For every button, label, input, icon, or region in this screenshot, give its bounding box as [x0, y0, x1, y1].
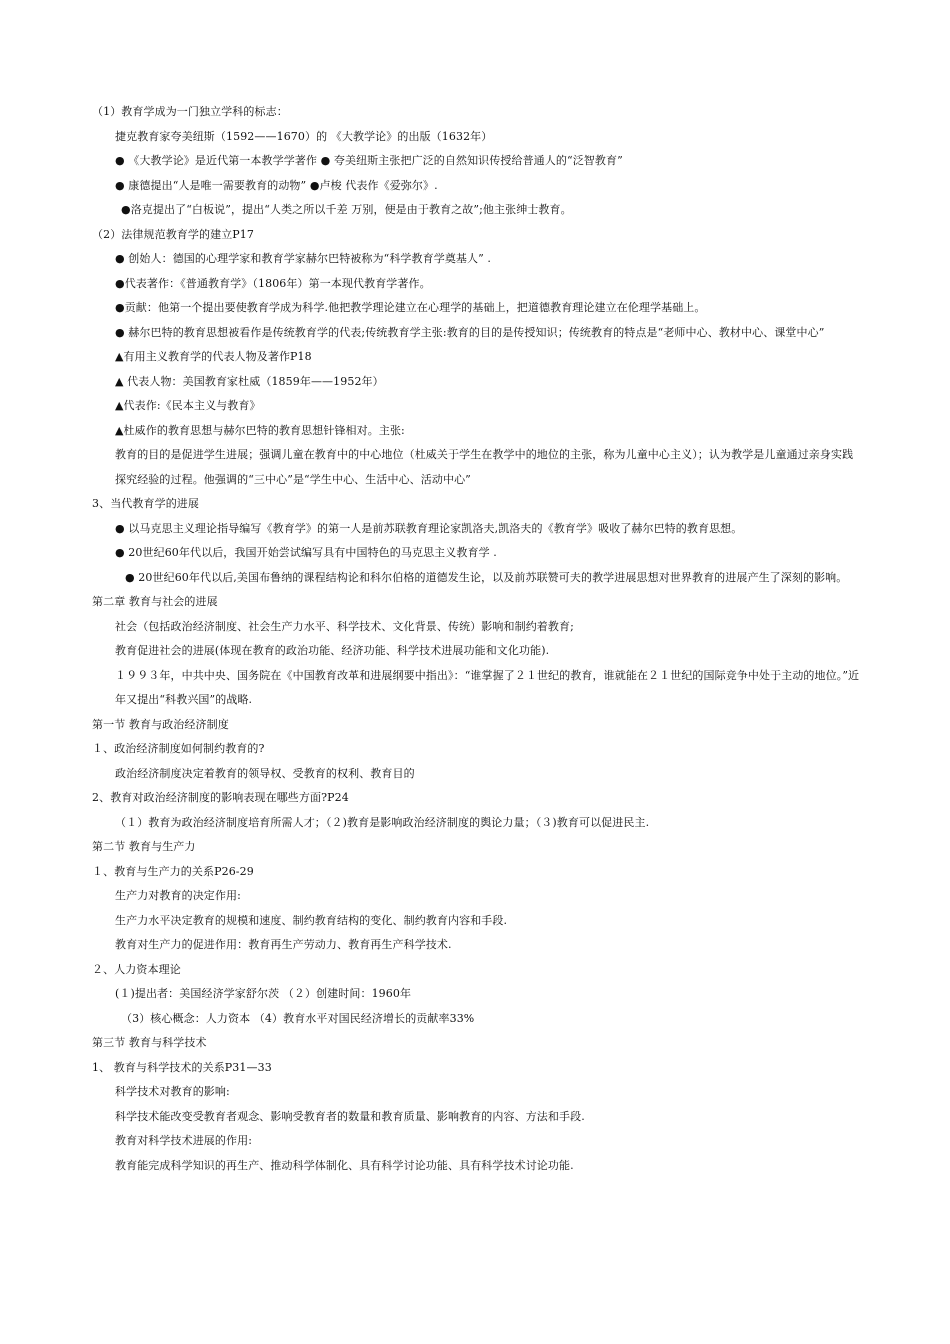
text-line: ● 20世纪60年代以后，我国开始尝试编写具有中国特色的马克思主义教育学 .: [115, 546, 497, 559]
text-line: 第二节 教育与生产力: [92, 840, 196, 853]
text-line: ▲ 代表人物：美国教育家杜威（1859年——1952年）: [115, 374, 384, 388]
text-line: 教育的目的是促进学生进展；强调儿童在教育中的中心地位（杜威关于学生在教学中的地位的主张，称为儿童中心主义）；认为教学是儿童通过亲身实践探究经验的过程。他强调的“三中心”是“学生中心、生活中心、活动中心”: [115, 448, 854, 486]
text-line: ▲杜威作的教育思想与赫尔巴特的教育思想针锋相对。主张:: [115, 423, 405, 437]
text-line: (１)提出者：美国经济学家舒尔茨 （２）创建时间：1960年: [115, 987, 412, 1000]
text-line: 生产力水平决定教育的规模和速度、制约教育结构的变化、制约教育内容和手段.: [115, 913, 508, 927]
text-line: ●贡献：他第一个提出要使教育学成为科学.他把教学理论建立在心理学的基础上，把道德教育理论建立在伦理学基础上。: [115, 301, 706, 314]
text-line: ●代表著作：《普通教育学》（1806年）第一本现代教育学著作。: [115, 276, 431, 290]
text-line: １、教育与生产力的关系P26-29: [92, 864, 254, 878]
text-line: ▲有用主义教育学的代表人物及著作P18: [115, 350, 312, 363]
text-line: １、政治经济制度如何制约教育的?: [92, 742, 265, 755]
text-line: 政治经济制度决定着教育的领导权、受教育的权利、教育目的: [115, 766, 415, 780]
text-line: ▲代表作:《民本主义与教育》: [115, 399, 261, 412]
text-line: 科学技术能改变受教育者观念、影响受教育者的数量和教育质量、影响教育的内容、方法和手段.: [115, 1109, 585, 1123]
text-line: 教育对生产力的促进作用：教育再生产劳动力、教育再生产科学技术.: [115, 938, 452, 951]
text-line: 第二章 教育与社会的进展: [92, 595, 218, 608]
text-line: 教育促进社会的进展(体现在教育的政治功能、经济功能、科学技术进展功能和文化功能).: [115, 644, 550, 657]
text-line: 捷克教育家夸美纽斯（1592——1670）的 《大教学论》的出版（1632年）: [115, 129, 493, 143]
text-line: 科学技术对教育的影响:: [115, 1085, 230, 1098]
text-line: ● 康德提出“人是唯一需要教育的动物” ●卢梭 代表作《爱弥尔》.: [115, 178, 438, 192]
text-line: （1）教育学成为一门独立学科的标志：: [92, 105, 288, 118]
text-line: 3、当代教育学的进展: [92, 497, 199, 510]
text-line: 教育能完成科学知识的再生产、推动科学体制化、具有科学讨论功能、具有科学技术讨论功能.: [115, 1158, 574, 1172]
text-line: 第一节 教育与政治经济制度: [92, 717, 229, 731]
text-line: ● 赫尔巴特的教育思想被看作是传统教育学的代表;传统教育学主张:教育的目的是传授知识；传统教育的特点是“老师中心、教材中心、课堂中心”: [115, 325, 825, 339]
text-line: 第三节 教育与科学技术: [92, 1036, 207, 1049]
document-body: [92, 100, 864, 1178]
text-line: 教育对科学技术进展的作用:: [115, 1134, 253, 1147]
text-line: 1、 教育与科学技术的关系P31—33: [92, 1060, 272, 1074]
text-line: （3）核心概念：人力资本 （4）教育水平对国民经济增长的贡献率33%: [121, 1011, 475, 1025]
text-line: ●洛克提出了“白板说”，提出“人类之所以千差 万别，便是由于教育之故”;他主张绅士教育。: [121, 203, 572, 216]
text-line: １９９３年，中共中央、国务院在《中国教育改革和进展纲要中指出》：“谁掌握了２１世纪的教育，谁就能在２１世纪的国际竞争中处于主动的地位。”近年又提出“科教兴国”的战略.: [115, 668, 860, 706]
text-line: ２、人力资本理论: [92, 962, 181, 976]
text-line: ● 《大教学论》是近代第一本教学学著作 ● 夸美纽斯主张把广泛的自然知识传授给普通人的“泛智教育”: [115, 154, 623, 167]
text-line: （１）教育为政治经济制度培育所需人才；（２)教育是影响政治经济制度的舆论力量；（３)教育可以促进民主.: [115, 815, 650, 829]
text-line: 社会（包括政治经济制度、社会生产力水平、科学技术、文化背景、传统）影响和制约着教育;: [115, 619, 574, 633]
text-line: ● 20世纪60年代以后,美国布鲁纳的课程结构论和科尔伯格的道德发生论，以及前苏联赞可夫的教学进展思想对世界教育的进展产生了深刻的影响。: [125, 570, 848, 584]
text-line: ● 以马克思主义理论指导编写《教育学》的第一人是前苏联教育理论家凯洛夫,凯洛夫的《教育学》吸收了赫尔巴特的教育思想。: [115, 521, 743, 535]
text-line: ● 创始人：德国的心理学家和教育学家赫尔巴特被称为“科学教育学奠基人” .: [115, 252, 492, 265]
text-line: 生产力对教育的决定作用:: [115, 889, 241, 902]
text-line: （2）法律规范教育学的建立P17: [92, 227, 254, 241]
text-line: 2、教育对政治经济制度的影响表现在哪些方面?P24: [92, 791, 349, 804]
